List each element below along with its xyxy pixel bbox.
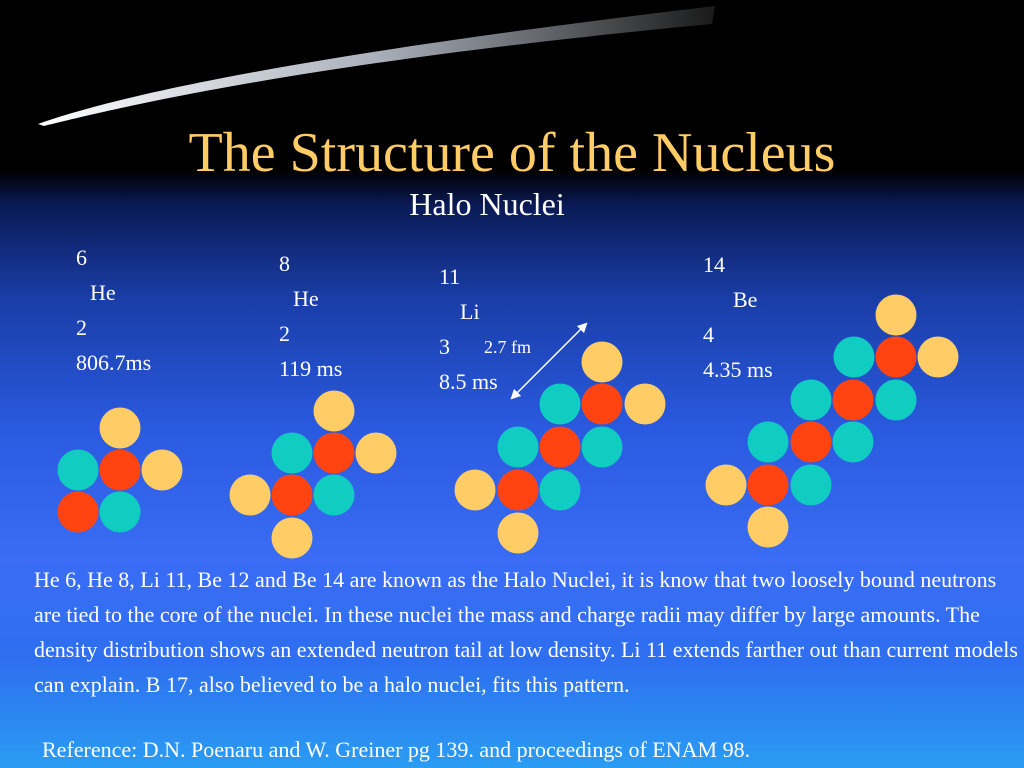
mass-number: 8	[279, 251, 290, 276]
slide-subtitle: Halo Nuclei	[409, 186, 565, 222]
halo-neutron-sphere	[748, 507, 789, 548]
neutron-sphere	[833, 422, 874, 463]
neutron-sphere	[540, 470, 581, 511]
neutron-sphere	[314, 475, 355, 516]
reference-text: Reference: D.N. Poenaru and W. Greiner pg 139. and proceedings of ENAM 98.	[42, 737, 751, 762]
atomic-number: 2	[76, 315, 87, 340]
neutron-sphere	[834, 337, 875, 378]
mass-number: 11	[439, 264, 461, 289]
half-life: 806.7ms	[76, 350, 152, 375]
proton-sphere	[833, 380, 874, 421]
proton-sphere	[498, 470, 539, 511]
element-symbol: He	[90, 280, 116, 305]
halo-neutron-sphere	[918, 337, 959, 378]
neutron-sphere	[540, 384, 581, 425]
proton-sphere	[540, 427, 581, 468]
proton-sphere	[100, 450, 141, 491]
halo-neutron-sphere	[706, 465, 747, 506]
half-life: 4.35 ms	[703, 357, 773, 382]
neutron-sphere	[100, 492, 141, 533]
atomic-number: 4	[703, 322, 714, 347]
neutron-sphere	[791, 465, 832, 506]
halo-neutron-sphere	[100, 408, 141, 449]
proton-sphere	[272, 475, 313, 516]
neutron-sphere	[272, 433, 313, 474]
proton-sphere	[876, 337, 917, 378]
halo-neutron-sphere	[314, 391, 355, 432]
halo-neutron-sphere	[498, 513, 539, 554]
neutron-sphere	[791, 380, 832, 421]
li11-distance-label: 2.7 fm	[484, 337, 531, 357]
neutron-sphere	[58, 450, 99, 491]
nucleus-li11	[455, 342, 666, 554]
neutron-sphere	[498, 427, 539, 468]
halo-neutron-sphere	[582, 342, 623, 383]
neutron-sphere	[582, 427, 623, 468]
proton-sphere	[748, 465, 789, 506]
halo-neutron-sphere	[356, 433, 397, 474]
distance-arrow	[514, 326, 584, 396]
neutron-sphere	[876, 380, 917, 421]
body-paragraph: He 6, He 8, Li 11, Be 12 and Be 14 are known as the Halo Nuclei, it is know that two loosely bound neutrons are tied to the core of the nuclei. In these nuclei the mass and charge radii may differ by large amounts. The density distribution shows an extended neutron tail at low density. Li 11 extends farther out than current models can explain. B 17, also believed to be a halo nuclei, fits this pattern.	[34, 567, 1018, 697]
proton-sphere	[314, 433, 355, 474]
element-symbol: Li	[460, 299, 480, 324]
proton-sphere	[58, 492, 99, 533]
atomic-number: 2	[279, 321, 290, 346]
slide-title: The Structure of the Nucleus	[188, 122, 836, 184]
nucleus-he6	[58, 408, 183, 533]
halo-neutron-sphere	[230, 475, 271, 516]
proton-sphere	[791, 422, 832, 463]
proton-sphere	[582, 384, 623, 425]
halo-neutron-sphere	[455, 470, 496, 511]
nucleus-be14	[706, 295, 959, 548]
nucleus-he8	[230, 391, 397, 559]
element-symbol: Be	[733, 287, 758, 312]
mass-number: 6	[76, 245, 87, 270]
halo-neutron-sphere	[625, 384, 666, 425]
halo-neutron-sphere	[876, 295, 917, 336]
half-life: 119 ms	[279, 356, 343, 381]
element-symbol: He	[293, 286, 319, 311]
half-life: 8.5 ms	[439, 369, 498, 394]
halo-neutron-sphere	[272, 518, 313, 559]
mass-number: 14	[703, 252, 725, 277]
atomic-number: 3	[439, 334, 450, 359]
neutron-sphere	[748, 422, 789, 463]
halo-neutron-sphere	[142, 450, 183, 491]
